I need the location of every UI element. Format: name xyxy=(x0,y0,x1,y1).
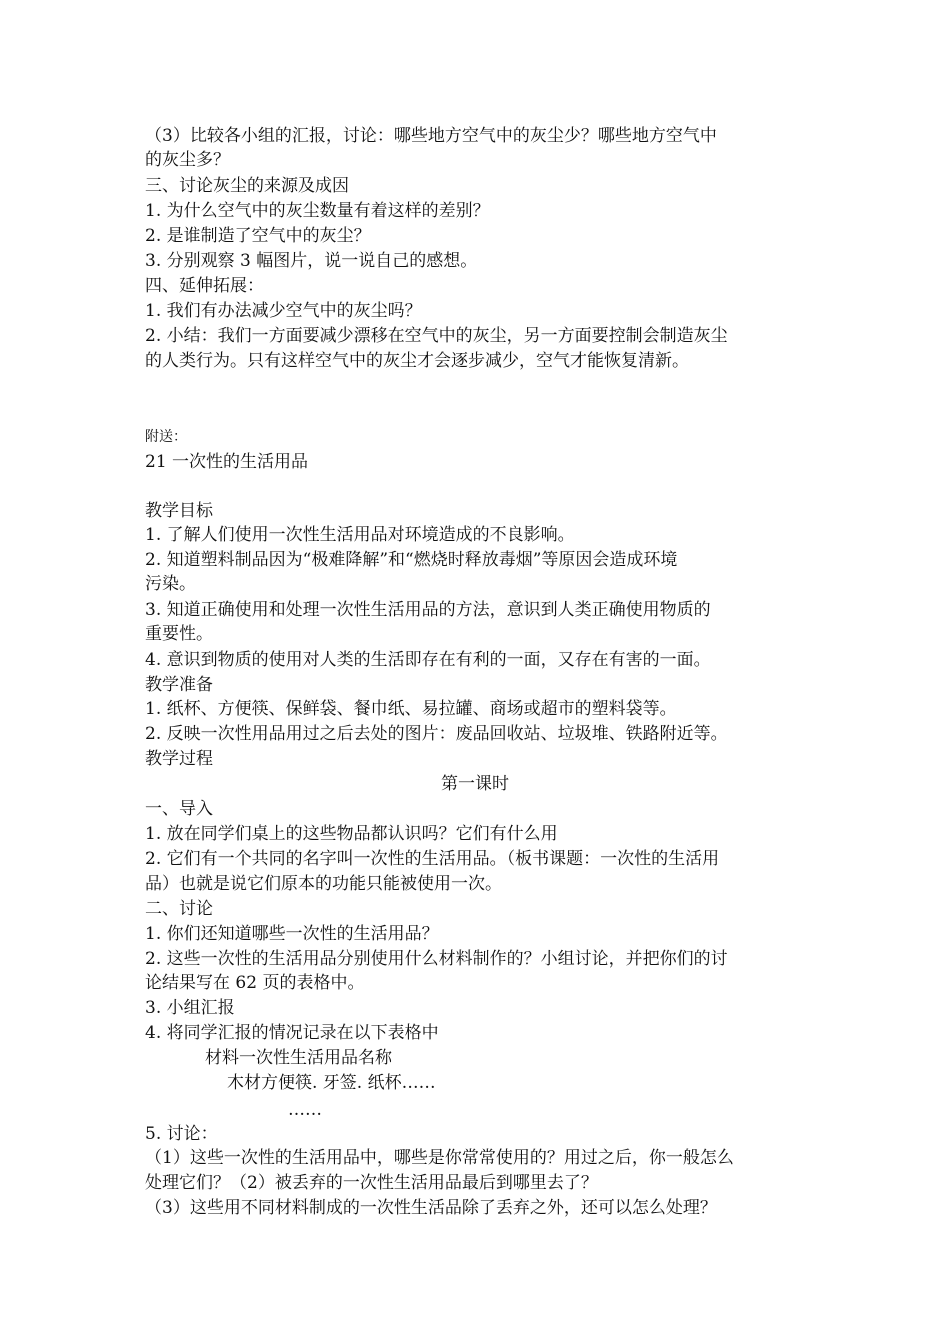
text-line: 污染。 xyxy=(145,574,196,594)
text-line: 2. 反映一次性用品用过之后去处的图片：废品回收站、垃圾堆、铁路附近等。 xyxy=(145,724,728,744)
text-line: 1. 为什么空气中的灰尘数量有着这样的差别？ xyxy=(145,201,490,221)
section-heading: 教学准备 xyxy=(145,675,213,695)
text-line: 1. 了解人们使用一次性生活用品对环境造成的不良影响。 xyxy=(145,525,575,545)
text-line: （3）这些用不同材料制成的一次性生活品除了丢弃之外，还可以怎么处理？ xyxy=(145,1198,717,1218)
text-line: 的人类行为。只有这样空气中的灰尘才会逐步减少，空气才能恢复清新。 xyxy=(145,351,689,371)
section-heading: 一、导入 xyxy=(145,799,213,819)
text-line: 1. 我们有办法减少空气中的灰尘吗？ xyxy=(145,301,422,321)
lesson-title: 21 一次性的生活用品 xyxy=(145,452,309,472)
text-line: 1. 放在同学们桌上的这些物品都认识吗？它们有什么用 xyxy=(145,824,558,844)
text-line: 3. 小组汇报 xyxy=(145,998,235,1018)
text-line: 2. 小结：我们一方面要减少漂移在空气中的灰尘，另一方面要控制会制造灰尘 xyxy=(145,326,728,346)
text-line: 3. 分别观察 3 幅图片，说一说自己的感想。 xyxy=(145,251,478,271)
lesson-period: 第一课时 xyxy=(441,774,509,794)
table-header: 材料一次性生活用品名称 xyxy=(205,1048,392,1068)
text-line: （3）比较各小组的汇报，讨论：哪些地方空气中的灰尘少？哪些地方空气中 xyxy=(145,126,717,146)
section-heading: 二、讨论 xyxy=(145,899,213,919)
text-line: 2. 它们有一个共同的名字叫一次性的生活用品。（板书课题：一次性的生活用 xyxy=(145,849,720,869)
text-line: 1. 纸杯、方便筷、保鲜袋、餐巾纸、易拉罐、商场或超市的塑料袋等。 xyxy=(145,699,677,719)
text-line: 5. 讨论： xyxy=(145,1124,218,1144)
text-line: 重要性。 xyxy=(145,624,213,644)
text-line: 4. 意识到物质的使用对人类的生活即存在有利的一面，又存在有害的一面。 xyxy=(145,650,711,670)
section-heading: 四、延伸拓展： xyxy=(145,276,264,296)
appendix-label: 附送： xyxy=(145,429,187,445)
text-line: 论结果写在 62 页的表格中。 xyxy=(145,973,365,993)
text-line: 的灰尘多？ xyxy=(145,150,230,170)
table-row: 木材方便筷. 牙签. 纸杯…… xyxy=(227,1073,436,1093)
section-heading: 三、讨论灰尘的来源及成因 xyxy=(145,176,349,196)
text-line: 3. 知道正确使用和处理一次性生活用品的方法，意识到人类正确使用物质的 xyxy=(145,600,711,620)
text-line: 品）也就是说它们原本的功能只能被使用一次。 xyxy=(145,874,502,894)
text-line: 处理它们？（2）被丢弃的一次性生活用品最后到哪里去了？ xyxy=(145,1173,598,1193)
text-line: 2. 这些一次性的生活用品分别使用什么材料制作的？小组讨论，并把你们的讨 xyxy=(145,949,728,969)
text-line: 1. 你们还知道哪些一次性的生活用品？ xyxy=(145,924,439,944)
text-line: 2. 知道塑料制品因为“极难降解”和“燃烧时释放毒烟”等原因会造成环境 xyxy=(145,550,678,570)
text-line: 4. 将同学汇报的情况记录在以下表格中 xyxy=(145,1023,439,1043)
section-heading: 教学目标 xyxy=(145,501,213,521)
text-line: （1）这些一次性的生活用品中，哪些是你常常使用的？用过之后，你一般怎么 xyxy=(145,1148,734,1168)
text-line: 2. 是谁制造了空气中的灰尘？ xyxy=(145,226,371,246)
table-row: …… xyxy=(288,1100,322,1120)
section-heading: 教学过程 xyxy=(145,749,213,769)
